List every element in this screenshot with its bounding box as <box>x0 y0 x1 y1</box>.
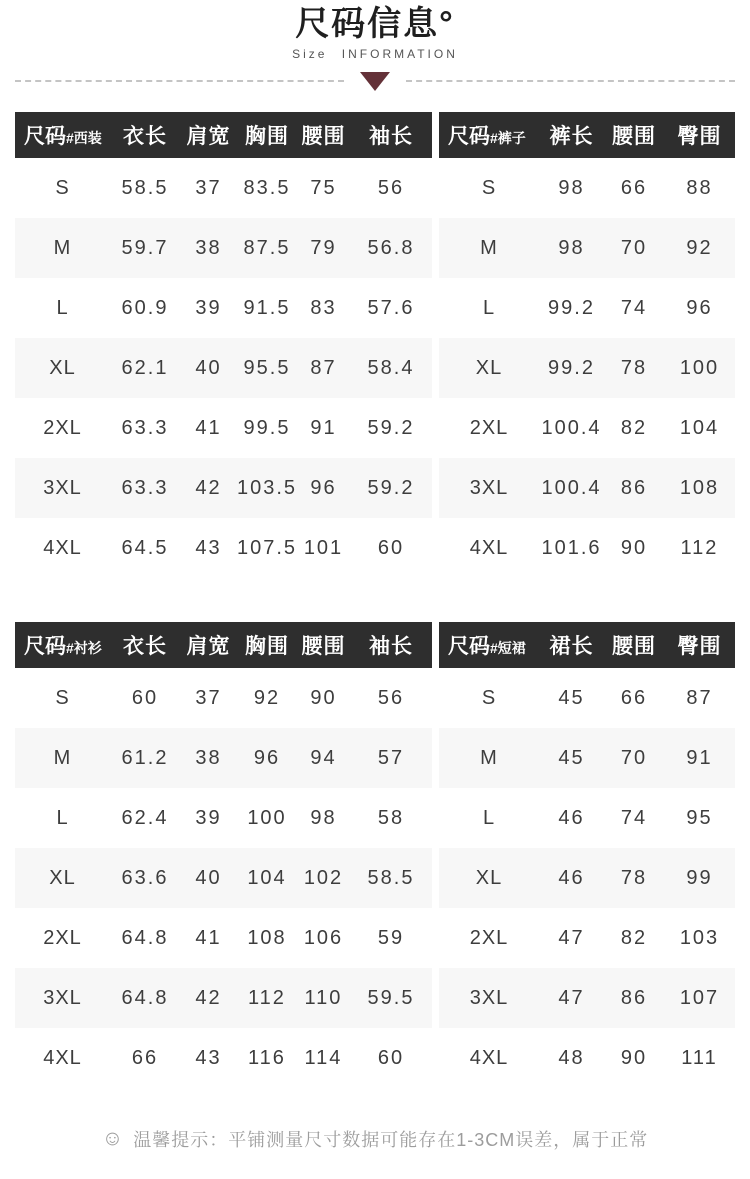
value-cell: 59 <box>377 926 405 949</box>
table-header-row <box>15 112 432 158</box>
size-cell: 2XL <box>43 926 82 949</box>
column-header: 胸围 <box>245 635 289 658</box>
size-cell: S <box>55 686 70 709</box>
column-header: 袖长 <box>369 125 413 148</box>
column-header: 肩宽 <box>186 125 231 148</box>
table-header-row <box>15 622 432 668</box>
value-cell: 86 <box>620 476 648 499</box>
value-cell: 95.5 <box>243 356 291 379</box>
value-cell: 66 <box>620 176 648 199</box>
table-label-prefix: 尺码 <box>24 635 66 658</box>
value-cell: 40 <box>195 356 222 379</box>
table-label-prefix: 尺码 <box>448 635 490 658</box>
value-cell: 98 <box>310 806 337 829</box>
value-cell: 99.5 <box>243 416 291 439</box>
table-label <box>15 630 110 660</box>
value-cell: 47 <box>558 926 585 949</box>
divider <box>0 71 750 91</box>
table-row <box>439 278 735 338</box>
size-cell: XL <box>475 866 503 889</box>
column-header: 腰围 <box>301 635 346 658</box>
value-cell: 60 <box>377 536 405 559</box>
column-header: 腰围 <box>612 635 656 658</box>
value-cell: 59.2 <box>367 416 415 439</box>
size-cell: S <box>481 176 497 199</box>
value-cell: 101 <box>303 536 344 559</box>
size-cell: 4XL <box>43 1046 82 1069</box>
value-cell: 41 <box>195 926 222 949</box>
table-label <box>439 120 539 150</box>
table-row <box>439 1028 735 1088</box>
value-cell: 98 <box>558 236 585 259</box>
value-cell: 59.7 <box>121 236 169 259</box>
value-cell: 45 <box>558 746 585 769</box>
value-cell: 39 <box>195 806 222 829</box>
value-cell: 38 <box>195 236 222 259</box>
value-cell: 70 <box>620 746 648 769</box>
table-label-suffix: #衬衫 <box>66 640 102 656</box>
table-label-suffix: #西装 <box>66 130 102 146</box>
value-cell: 99.2 <box>548 296 595 319</box>
footer-text: 温馨提示：平铺测量尺寸数据可能存在1-3CM误差，属于正常 <box>133 1130 649 1150</box>
table-label-prefix: 尺码 <box>24 125 66 148</box>
column-header: 袖长 <box>369 635 413 658</box>
table-row <box>439 338 735 398</box>
value-cell: 58 <box>377 806 405 829</box>
value-cell: 83 <box>310 296 337 319</box>
value-cell: 57 <box>377 746 405 769</box>
size-cell: 3XL <box>43 476 82 499</box>
table-row <box>15 518 432 578</box>
value-cell: 104 <box>679 416 720 439</box>
value-cell: 110 <box>304 986 343 1009</box>
value-cell: 47 <box>558 986 585 1009</box>
value-cell: 100 <box>679 356 720 379</box>
size-cell: 4XL <box>469 1046 509 1069</box>
value-cell: 101.6 <box>541 536 602 559</box>
value-cell: 82 <box>620 416 648 439</box>
value-cell: 107 <box>679 986 720 1009</box>
table-row <box>439 398 735 458</box>
smiley-icon: ☺ <box>101 1127 124 1150</box>
table-row <box>15 278 432 338</box>
value-cell: 66 <box>620 686 648 709</box>
value-cell: 92 <box>253 686 281 709</box>
value-cell: 63.3 <box>121 416 169 439</box>
value-cell: 112 <box>248 986 286 1009</box>
size-cell: L <box>482 296 496 319</box>
value-cell: 86 <box>620 986 648 1009</box>
header <box>0 0 750 91</box>
size-cell: L <box>56 296 69 319</box>
value-cell: 90 <box>620 536 648 559</box>
value-cell: 60 <box>377 1046 405 1069</box>
column-header: 腰围 <box>301 125 346 148</box>
value-cell: 102 <box>303 866 344 889</box>
value-cell: 100 <box>247 806 287 829</box>
value-cell: 57.6 <box>367 296 415 319</box>
table-row <box>15 788 432 848</box>
value-cell: 91 <box>310 416 337 439</box>
value-cell: 42 <box>195 476 222 499</box>
table-label-prefix: 尺码 <box>448 125 490 148</box>
size-cell: 4XL <box>43 536 82 559</box>
value-cell: 45 <box>558 686 585 709</box>
value-cell: 60.9 <box>121 296 169 319</box>
value-cell: 75 <box>310 176 337 199</box>
value-cell: 70 <box>620 236 648 259</box>
value-cell: 88 <box>686 176 713 199</box>
value-cell: 106 <box>303 926 344 949</box>
value-cell: 87 <box>310 356 337 379</box>
size-cell: XL <box>49 866 76 889</box>
value-cell: 87.5 <box>243 236 291 259</box>
value-cell: 61.2 <box>121 746 169 769</box>
dashed-line-right <box>406 80 735 82</box>
table-row <box>15 908 432 968</box>
column-header: 肩宽 <box>186 635 231 658</box>
value-cell: 103.5 <box>236 476 298 499</box>
table-row <box>15 848 432 908</box>
value-cell: 79 <box>310 236 337 259</box>
value-cell: 66 <box>131 1046 159 1069</box>
column-header: 臀围 <box>677 635 722 658</box>
value-cell: 100.4 <box>541 476 602 499</box>
table-label <box>15 120 110 150</box>
column-header: 裤长 <box>549 125 594 148</box>
value-cell: 37 <box>195 176 222 199</box>
triangle-down-icon <box>360 72 390 91</box>
value-cell: 96 <box>253 746 281 769</box>
value-cell: 74 <box>620 296 648 319</box>
value-cell: 46 <box>558 866 585 889</box>
table-row <box>15 458 432 518</box>
size-cell: L <box>482 806 496 829</box>
value-cell: 59.5 <box>367 986 415 1009</box>
value-cell: 39 <box>195 296 222 319</box>
value-cell: 63.6 <box>121 866 169 889</box>
value-cell: 116 <box>248 1046 286 1069</box>
table-row <box>439 518 735 578</box>
size-cell: 3XL <box>43 986 82 1009</box>
size-table-shirt <box>15 622 432 1088</box>
table-label-suffix: #裤子 <box>490 130 526 146</box>
value-cell: 74 <box>620 806 648 829</box>
table-row <box>439 158 735 218</box>
value-cell: 90 <box>310 686 337 709</box>
value-cell: 41 <box>195 416 222 439</box>
value-cell: 63.3 <box>121 476 169 499</box>
value-cell: 82 <box>620 926 648 949</box>
value-cell: 58.4 <box>367 356 415 379</box>
value-cell: 58.5 <box>121 176 169 199</box>
table-row <box>439 848 735 908</box>
column-header: 胸围 <box>245 125 289 148</box>
value-cell: 103 <box>679 926 720 949</box>
table-row <box>15 398 432 458</box>
dashed-line-left <box>15 80 344 82</box>
table-row <box>439 968 735 1028</box>
table-row <box>15 668 432 728</box>
table-row <box>15 218 432 278</box>
column-header: 臀围 <box>677 125 722 148</box>
value-cell: 96 <box>310 476 337 499</box>
size-cell: XL <box>49 356 76 379</box>
tables-row-bottom <box>0 622 750 1088</box>
value-cell: 104 <box>247 866 287 889</box>
value-cell: 78 <box>620 866 648 889</box>
value-cell: 56 <box>377 176 405 199</box>
table-label-suffix: #短裙 <box>490 640 526 656</box>
size-table-pants <box>439 112 735 578</box>
size-cell: 3XL <box>469 986 509 1009</box>
page-title: 尺码信息° <box>295 5 455 43</box>
column-header: 衣长 <box>123 125 167 148</box>
value-cell: 99 <box>686 866 713 889</box>
value-cell: 99.2 <box>548 356 595 379</box>
size-cell: XL <box>475 356 503 379</box>
size-cell: S <box>55 176 70 199</box>
size-cell: 3XL <box>469 476 509 499</box>
value-cell: 64.5 <box>121 536 169 559</box>
value-cell: 100.4 <box>541 416 602 439</box>
size-cell: 4XL <box>469 536 509 559</box>
value-cell: 91.5 <box>243 296 291 319</box>
table-row <box>439 788 735 848</box>
size-cell: S <box>481 686 497 709</box>
page-subtitle: Size INFORMATION <box>292 47 458 61</box>
value-cell: 56 <box>377 686 405 709</box>
value-cell: 111 <box>681 1046 718 1069</box>
column-header: 衣长 <box>123 635 167 658</box>
tables-row-top <box>0 112 750 578</box>
size-cell: M <box>480 746 498 769</box>
value-cell: 37 <box>195 686 222 709</box>
value-cell: 64.8 <box>121 926 169 949</box>
size-cell: M <box>53 746 72 769</box>
size-cell: 2XL <box>469 416 509 439</box>
size-cell: M <box>53 236 72 259</box>
table-row <box>15 158 432 218</box>
table-row <box>439 218 735 278</box>
value-cell: 43 <box>195 1046 222 1069</box>
table-row <box>439 668 735 728</box>
value-cell: 48 <box>558 1046 585 1069</box>
value-cell: 90 <box>620 1046 648 1069</box>
value-cell: 46 <box>558 806 585 829</box>
table-row <box>439 458 735 518</box>
value-cell: 87 <box>686 686 713 709</box>
table-row <box>439 728 735 788</box>
value-cell: 94 <box>310 746 337 769</box>
size-cell: M <box>480 236 498 259</box>
value-cell: 83.5 <box>243 176 291 199</box>
table-row <box>15 338 432 398</box>
table-row <box>439 908 735 968</box>
value-cell: 62.1 <box>121 356 169 379</box>
value-cell: 64.8 <box>121 986 169 1009</box>
value-cell: 62.4 <box>121 806 169 829</box>
table-row <box>15 968 432 1028</box>
value-cell: 112 <box>680 536 719 559</box>
table-row <box>15 728 432 788</box>
value-cell: 107.5 <box>236 536 298 559</box>
table-row <box>15 1028 432 1088</box>
value-cell: 92 <box>686 236 713 259</box>
table-header-row <box>439 622 735 668</box>
value-cell: 60 <box>131 686 159 709</box>
column-header: 裙长 <box>549 635 594 658</box>
value-cell: 42 <box>195 986 222 1009</box>
value-cell: 98 <box>558 176 585 199</box>
value-cell: 96 <box>686 296 713 319</box>
value-cell: 40 <box>195 866 222 889</box>
size-cell: 2XL <box>43 416 82 439</box>
value-cell: 59.2 <box>367 476 415 499</box>
size-table-suit <box>15 112 432 578</box>
size-cell: L <box>56 806 69 829</box>
size-cell: 2XL <box>469 926 509 949</box>
value-cell: 114 <box>304 1046 343 1069</box>
value-cell: 43 <box>195 536 222 559</box>
value-cell: 108 <box>247 926 287 949</box>
value-cell: 38 <box>195 746 222 769</box>
table-label <box>439 630 539 660</box>
footer-note <box>0 1126 750 1152</box>
column-header: 腰围 <box>612 125 656 148</box>
value-cell: 56.8 <box>367 236 415 259</box>
size-table-skirt <box>439 622 735 1088</box>
value-cell: 58.5 <box>367 866 415 889</box>
value-cell: 95 <box>686 806 713 829</box>
table-header-row <box>439 112 735 158</box>
value-cell: 78 <box>620 356 648 379</box>
value-cell: 108 <box>679 476 720 499</box>
value-cell: 91 <box>686 746 713 769</box>
